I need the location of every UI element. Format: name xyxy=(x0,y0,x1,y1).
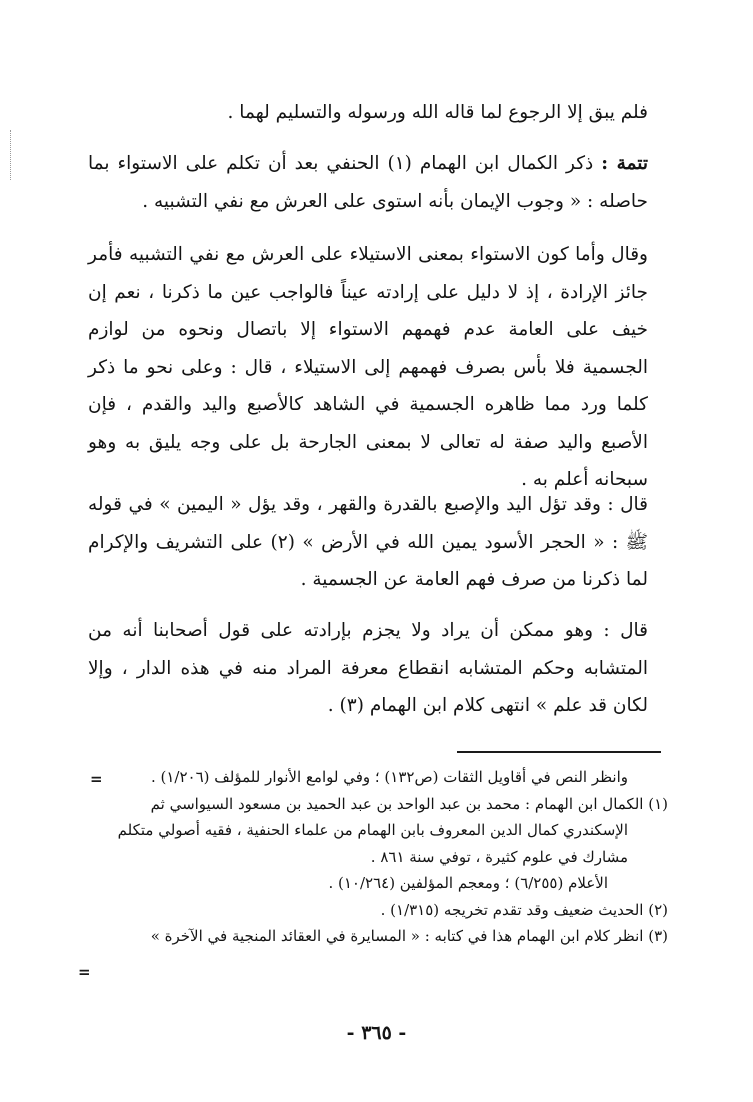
paragraph-5: قال : وهو ممكن أن يراد ولا يجزم بإرادته على قول أصحابنا أنه من المتشابه وحكم المتشابه انقطاع معرفة المراد منه في هذه الدار ، وإلا لكان قد علم » انتهى كلام ابن الهمام (٣) . xyxy=(88,620,648,716)
page-number: - ٣٦٥ - xyxy=(346,1022,407,1044)
paragraph-3: وقال وأما كون الاستواء بمعنى الاستيلاء على العرش مع نفي التشبيه فأمر جائز الإرادة ، إذ لا دليل على إرادته عيناً فالواجب عين ما ذكرنا ، نعم إن خيف على العامة عدم فهمهم الاستواء إلا باتصال ونحوه من لوازم الجسمية فلا بأس بصرف فهمهم إلى الاستيلاء ، قال : وعلى نحو ما ذكر كلما ورد مما ظاهره الجسمية في الشاهد كالأصبع واليد والقدم ، فإن الأصبع واليد صفة له تعالى لا بمعنى الجارحة بل على وجه يليق به وهو سبحانه أعلم به . xyxy=(88,244,648,490)
footnote-1-line-1: (١) الكمال ابن الهمام : محمد بن عبد الواحد بن عبد الحميد بن مسعود السيواسي ثم xyxy=(150,794,668,813)
continuation-mark-top: = xyxy=(90,770,103,788)
paragraph-1: فلم يبق إلا الرجوع لما قاله الله ورسوله والتسليم لهما . xyxy=(227,102,648,123)
paragraph-2 xyxy=(88,145,648,220)
footnote-1-line-4: الأعلام (٦/٢٥٥) ؛ ومعجم المؤلفين (١٠/٢٦٤) . xyxy=(328,874,608,892)
footnotes xyxy=(68,764,668,950)
footnote-continuation: وانظر النص في أقاويل الثقات (ص١٣٢) ؛ وفي لوامع الأنوار للمؤلف (١/٢٠٦) . xyxy=(150,768,628,786)
footnote-1-line-3: مشارك في علوم كثيرة ، توفي سنة ٨٦١ . xyxy=(370,847,628,866)
footnote-3: (٣) انظر كلام ابن الهمام هذا في كتابه : « المسايرة في العقائد المنجية في الآخرة » xyxy=(150,927,668,945)
footnote-separator xyxy=(457,751,661,753)
paragraph-2-text: ذكر الكمال ابن الهمام (١) الحنفي بعد أن تكلم على الاستواء بما حاصله : « وجوب الإيمان بأنه استوى على العرش مع نفي التشبيه . xyxy=(88,153,648,212)
margin-dots xyxy=(10,130,14,180)
tatimma-heading: تتمة : xyxy=(601,153,648,174)
continuation-mark-bottom: = xyxy=(78,963,91,981)
paragraph-4: قال : وقد تؤل اليد والإصبع بالقدرة والقهر ، وقد يؤل « اليمين » في قوله ﷺ : « الحجر الأسود يمين الله في الأرض » (٢) على التشريف والإكرام لما ذكرنا من صرف فهم العامة عن الجسمية . xyxy=(88,494,649,590)
footnote-2: (٢) الحديث ضعيف وقد تقدم تخريجه (١/٣١٥) . xyxy=(380,900,668,919)
footnote-1-line-2: الإسكندري كمال الدين المعروف بابن الهمام من علماء الحنفية ، فقيه أصولي متكلم xyxy=(117,821,628,839)
